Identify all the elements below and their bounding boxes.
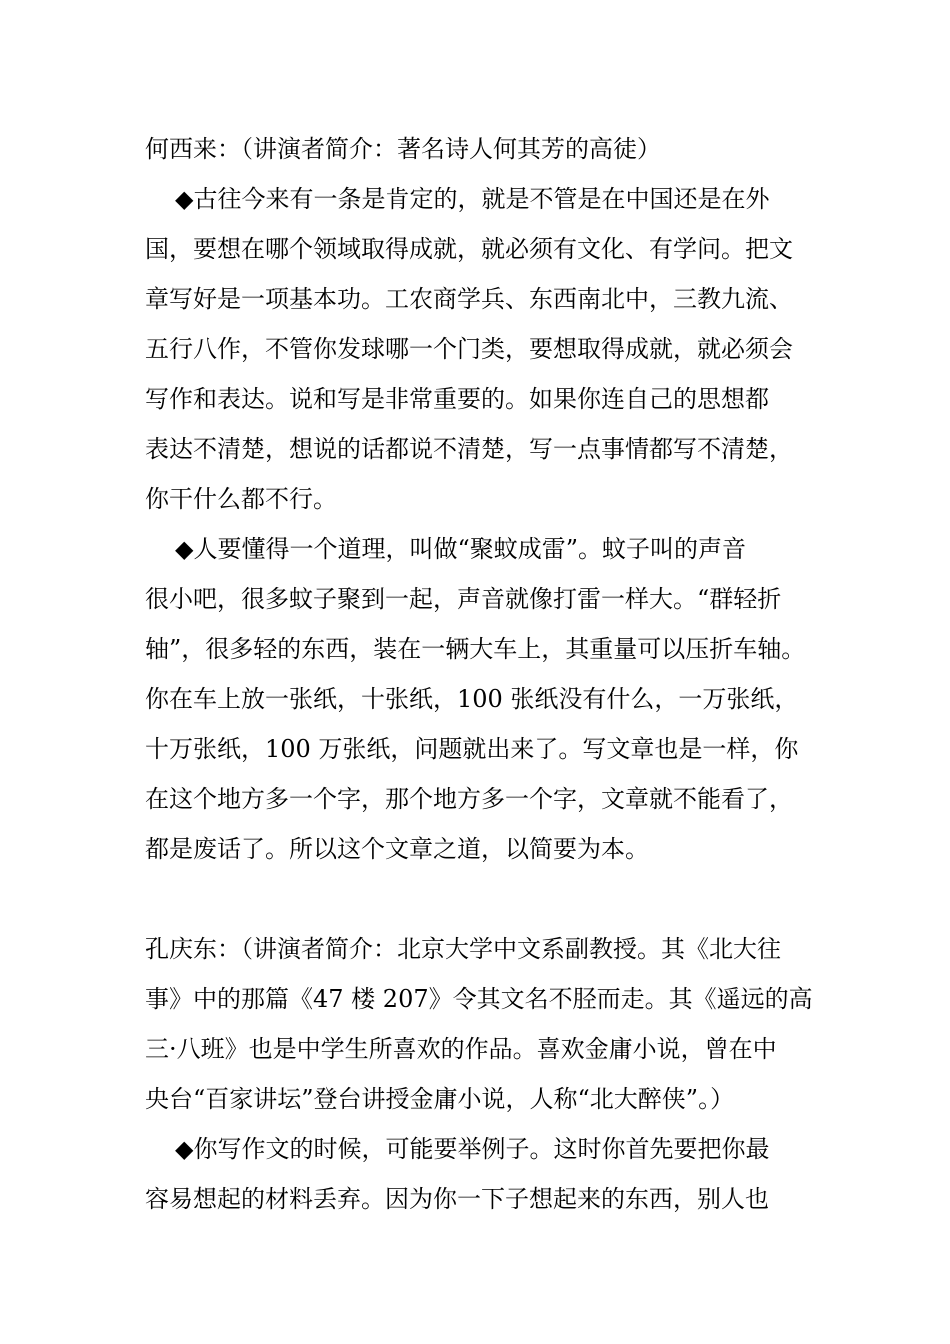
paragraph-line: ◆你写作文的时候，可能要举例子。这时你首先要把你最 <box>175 1135 770 1163</box>
paragraph-line: ◆人要懂得一个道理，叫做“聚蚊成雷”。蚊子叫的声音 <box>175 535 746 563</box>
paragraph-2 <box>145 524 815 874</box>
paragraph-line: 都是废话了。所以这个文章之道，以简要为本。 <box>145 835 649 863</box>
heading-line: 孔庆东：（讲演者简介：北京大学中文系副教授。其《北大往 <box>145 935 781 963</box>
document-page <box>145 124 815 1224</box>
heading-line: 央台“百家讲坛”登台讲授金庸小说，人称“北大醉侠”。） <box>145 1085 735 1113</box>
paragraph-line: 很小吧，很多蚊子聚到一起，声音就像打雷一样大。“群轻折 <box>145 585 782 613</box>
paragraph-line: ◆古往今来有一条是肯定的，就是不管是在中国还是在外 <box>175 185 770 213</box>
heading-line: 三·八班》也是中学生所喜欢的作品。喜欢金庸小说，曾在中 <box>145 1035 777 1063</box>
section-heading-he-xilai: 何西来：（讲演者简介：著名诗人何其芳的高徒） <box>145 135 661 163</box>
paragraph-line: 容易想起的材料丢弃。因为你一下子想起来的东西，别人也 <box>145 1185 769 1213</box>
paragraph-line: 章写好是一项基本功。工农商学兵、东西南北中，三教九流、 <box>145 285 793 313</box>
paragraph-line: 你干什么都不行。 <box>145 485 337 513</box>
heading-line: 事》中的那篇《47 楼 207》令其文名不胫而走。其《遥远的高 <box>145 985 813 1013</box>
paragraph-line: 国，要想在哪个领域取得成就，就必须有文化、有学问。把文 <box>145 235 793 263</box>
paragraph-3 <box>145 1124 815 1224</box>
section-heading-kong-qingdong <box>145 924 815 1124</box>
section-divider-space <box>145 874 815 924</box>
paragraph-line: 五行八作，不管你发球哪一个门类，要想取得成就，就必须会 <box>145 335 793 363</box>
paragraph-line: 十万张纸，100 万张纸，问题就出来了。写文章也是一样，你 <box>145 735 799 763</box>
paragraph-1 <box>145 174 815 524</box>
paragraph-line: 表达不清楚，想说的话都说不清楚，写一点事情都写不清楚， <box>145 435 793 463</box>
paragraph-line: 轴”，很多轻的东西，装在一辆大车上，其重量可以压折车轴。 <box>145 635 806 663</box>
paragraph-line: 你在车上放一张纸，十张纸，100 张纸没有什么，一万张纸， <box>145 685 799 713</box>
paragraph-line: 写作和表达。说和写是非常重要的。如果你连自己的思想都 <box>145 385 769 413</box>
paragraph-line: 在这个地方多一个字，那个地方多一个字，文章就不能看了， <box>145 785 793 813</box>
